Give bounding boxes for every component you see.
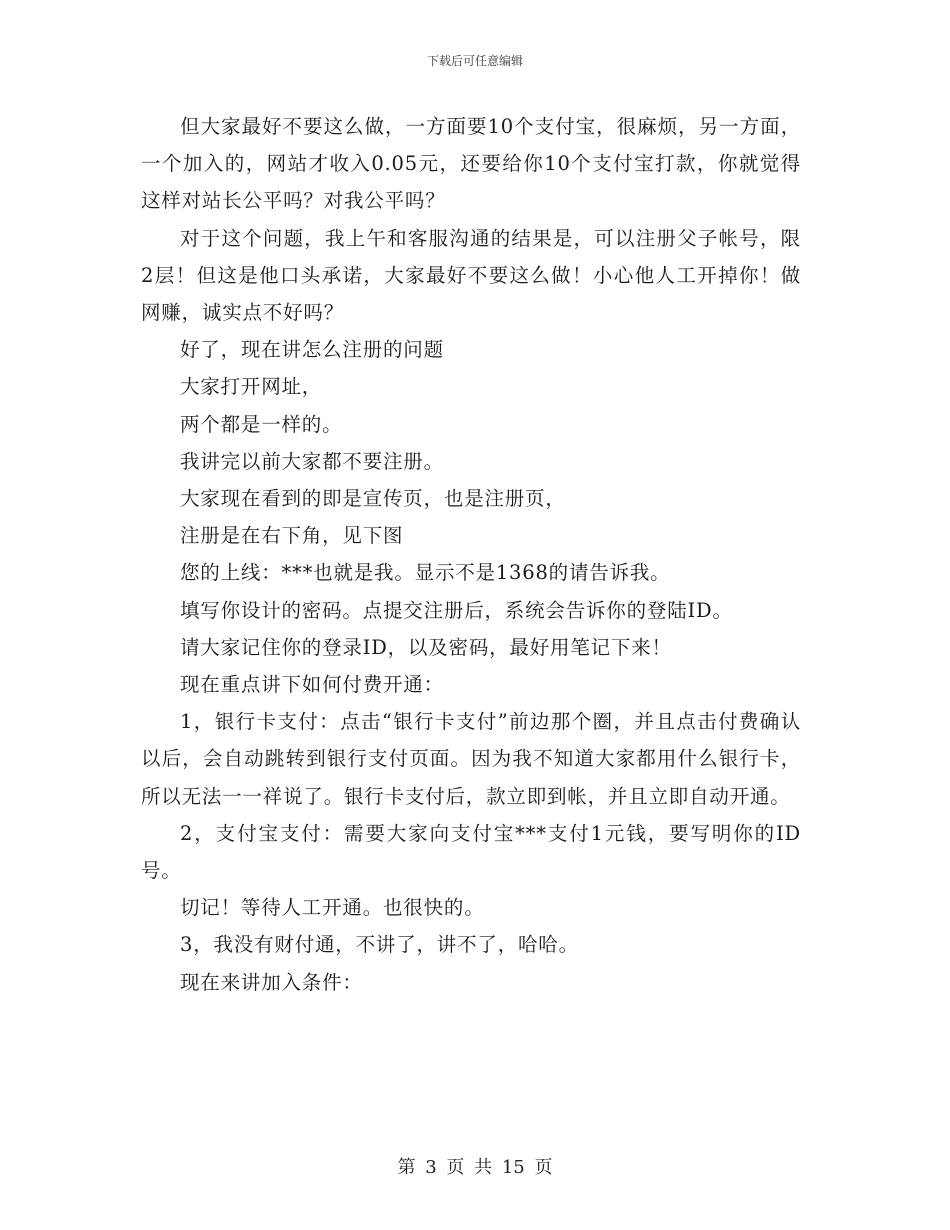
paragraph: 现在来讲加入条件：	[180, 970, 363, 994]
paragraph: 我讲完以前大家都不要注册。	[180, 449, 444, 473]
paragraph: 好了，现在讲怎么注册的问题	[180, 338, 444, 362]
document-body	[141, 108, 801, 1001]
page-footer: 第 3 页 共 15 页	[397, 1157, 553, 1178]
paragraph: 对于这个问题，我上午和客服沟通的结果是，可以注册父子帐号，限2层！但这是他口头承诺，大家最好不要这么做！小心他人工开掉你！做网赚，诚实点不好吗？	[141, 226, 801, 325]
paragraph: 现在重点讲下如何付费开通：	[180, 673, 444, 697]
paragraph: 但大家最好不要这么做，一方面要10个支付宝，很麻烦，另一方面，一个加入的，网站才收入0.05元，还要给你10个支付宝打款，你就觉得这样对站长公平吗？对我公平吗？	[141, 115, 801, 213]
paragraph: 您的上线：***也就是我。显示不是1368的请告诉我。	[180, 561, 671, 585]
paragraph: 注册是在右下角，见下图	[180, 524, 404, 548]
paragraph: 切记！等待人工开通。也很快的。	[180, 896, 485, 920]
page-header: 下载后可任意编辑	[426, 54, 523, 68]
paragraph: 大家打开网址，	[180, 375, 323, 399]
paragraph: 填写你设计的密码。点提交注册后，系统会告诉你的登陆ID。	[180, 598, 733, 622]
paragraph: 大家现在看到的即是宣传页，也是注册页，	[180, 487, 566, 511]
paragraph: 请大家记住你的登录ID，以及密码，最好用笔记下来！	[180, 635, 672, 659]
paragraph: 2，支付宝支付：需要大家向支付宝***支付1元钱，要写明你的ID号。	[141, 821, 801, 883]
paragraph: 3，我没有财付通，不讲了，讲不了，哈哈。	[180, 933, 579, 957]
paragraph: 1，银行卡支付：点击“银行卡支付”前边那个圈，并且点击付费确认以后，会自动跳转到银行支付页面。因为我不知道大家都用什么银行卡，所以无法一一祥说了。银行卡支付后，款立即到帐，并且立即自动开通。	[141, 710, 801, 808]
paragraph: 两个都是一样的。	[180, 412, 343, 436]
